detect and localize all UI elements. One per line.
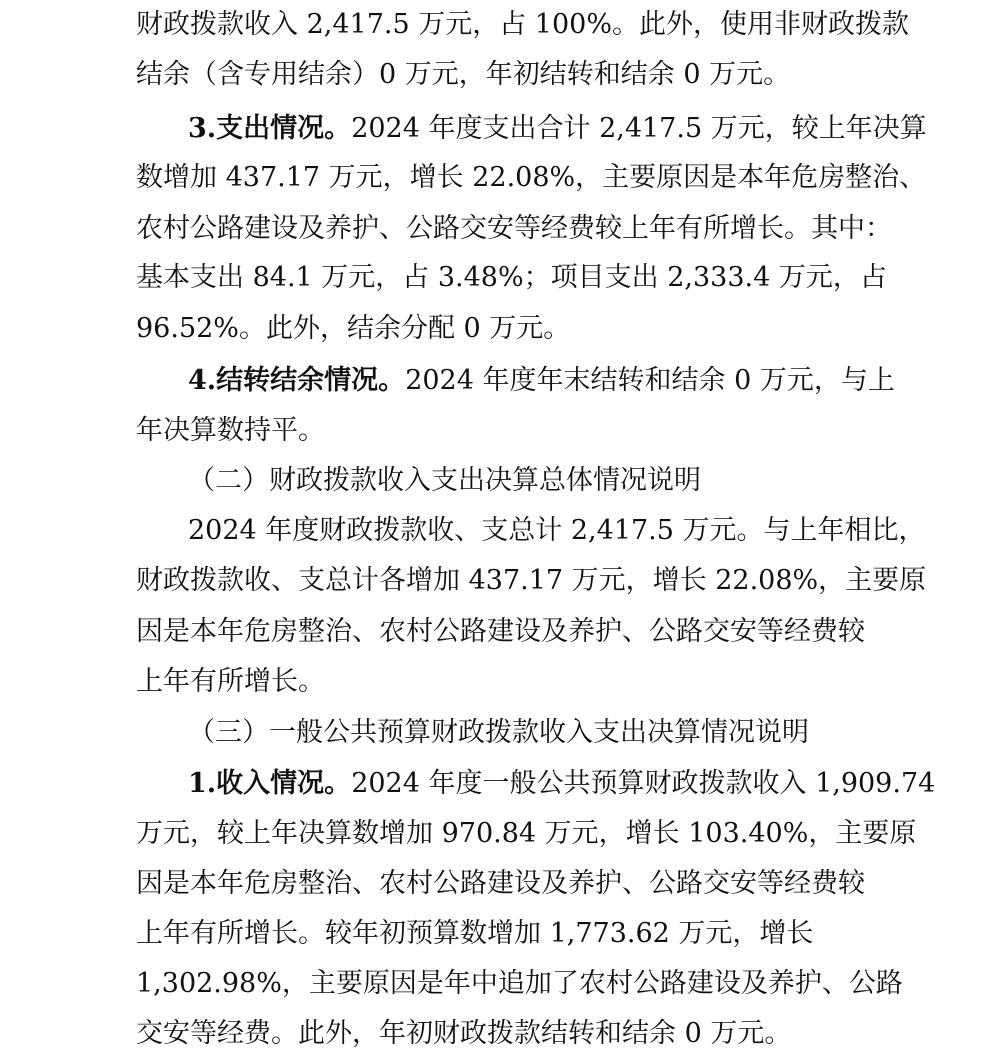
text-line: [0, 210, 1000, 248]
paragraph-text: 数增加 437.17 万元，增长 22.08%，主要原因是本年危房整治、: [136, 162, 927, 193]
text-line: [0, 159, 1000, 197]
section-heading: 1.收入情况。: [188, 768, 352, 799]
subsection-heading: （三）一般公共预算财政拨款收入支出决算情况说明: [188, 717, 809, 748]
text-line: [0, 562, 1000, 600]
text-line: [0, 110, 1000, 148]
paragraph-text: 上年有所增长。较年初预算数增加 1,773.62 万元，增长: [136, 918, 814, 949]
paragraph-text: 2024 年度年末结转和结余 0 万元，与上: [405, 365, 895, 396]
text-line: [0, 6, 1000, 44]
paragraph-text: 结余（含专用结余）0 万元，年初结转和结余 0 万元。: [136, 59, 791, 90]
paragraph-text: 2024 年度支出合计 2,417.5 万元，较上年决算: [351, 113, 927, 144]
paragraph-text: 基本支出 84.1 万元，占 3.48%；项目支出 2,333.4 万元，占: [136, 262, 887, 293]
text-line: [0, 965, 1000, 1003]
paragraph-text: 年决算数持平。: [136, 415, 325, 446]
paragraph-text: 2024 年度一般公共预算财政拨款收入 1,909.74: [351, 768, 936, 799]
text-line: [0, 765, 1000, 803]
text-line: [0, 815, 1000, 853]
text-line: [0, 462, 1000, 500]
text-line: [0, 259, 1000, 297]
paragraph-text: 交安等经费。此外，年初财政拨款结转和结余 0 万元。: [136, 1018, 792, 1049]
paragraph-text: 万元，较上年决算数增加 970.84 万元，增长 103.40%，主要原: [136, 818, 917, 849]
text-line: [0, 613, 1000, 651]
paragraph-text: 上年有所增长。: [136, 666, 325, 697]
paragraph-text: 1,302.98%，主要原因是年中追加了农村公路建设及养护、公路: [136, 968, 903, 999]
text-line: [0, 915, 1000, 953]
section-heading: 4.结转结余情况。: [188, 365, 406, 396]
section-heading: 3.支出情况。: [188, 113, 352, 144]
text-line: [0, 56, 1000, 94]
text-line: [0, 663, 1000, 701]
text-line: [0, 310, 1000, 348]
paragraph-text: 2024 年度财政拨款收、支总计 2,417.5 万元。与上年相比，: [188, 515, 926, 546]
paragraph-text: 因是本年危房整治、农村公路建设及养护、公路交安等经费较: [136, 868, 865, 899]
text-line: [0, 412, 1000, 450]
paragraph-text: 财政拨款收、支总计各增加 437.17 万元，增长 22.08%，主要原: [136, 565, 927, 596]
paragraph-text: 农村公路建设及养护、公路交安等经费较上年有所增长。其中：: [136, 213, 892, 244]
text-line: [0, 1015, 1000, 1053]
paragraph-text: 96.52%。此外，结余分配 0 万元。: [136, 313, 571, 344]
text-line: [0, 362, 1000, 400]
subsection-heading: （二）财政拨款收入支出决算总体情况说明: [188, 465, 701, 496]
text-line: [0, 512, 1000, 550]
paragraph-text: 财政拨款收入 2,417.5 万元，占 100%。此外，使用非财政拨款: [136, 9, 909, 40]
text-line: [0, 865, 1000, 903]
paragraph-text: 因是本年危房整治、农村公路建设及养护、公路交安等经费较: [136, 616, 865, 647]
text-line: [0, 714, 1000, 752]
